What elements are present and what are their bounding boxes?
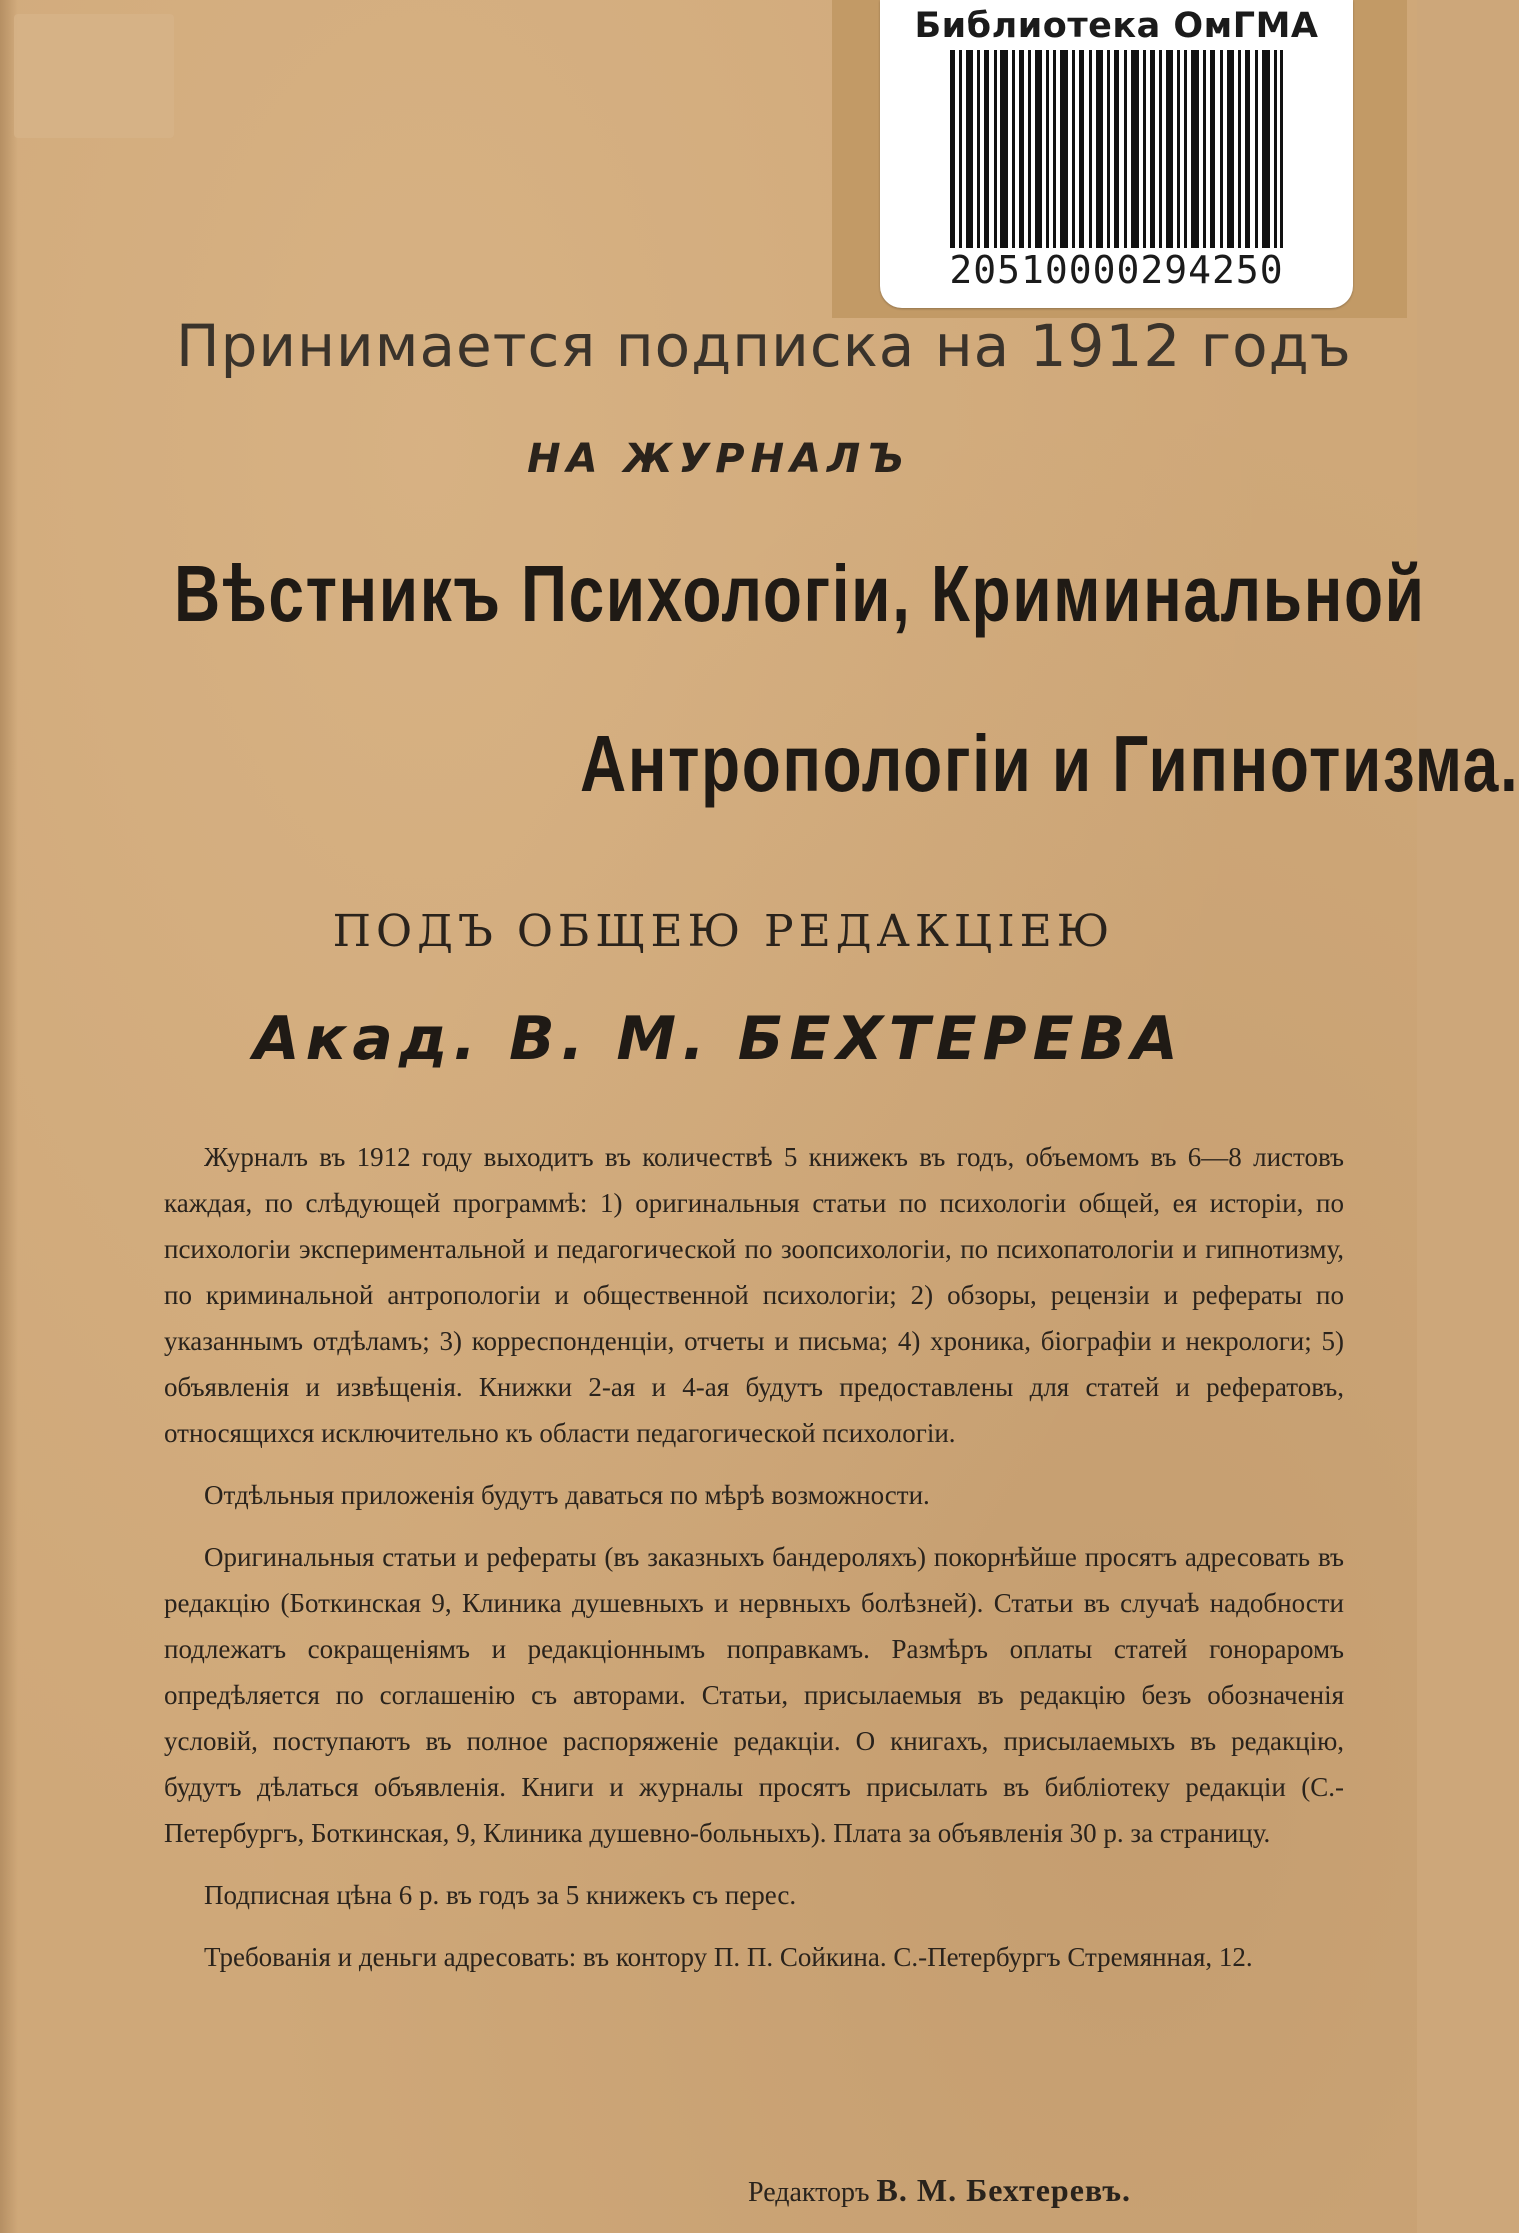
barcode-number: 20510000294250 [949,248,1284,292]
paragraph-price: Подписная цѣна 6 р. въ годъ за 5 книжекъ съ перес. [204,1880,797,1910]
editor-signature [748,2172,1308,2209]
journal-title-line-1: Вѣстникъ Психологіи, Криминальной [174,549,1426,638]
paragraph-supplements: Отдѣльныя приложенія будутъ даваться по мѣрѣ возможности. [204,1480,930,1510]
paragraph-program: Журналъ въ 1912 году выходитъ въ количествѣ 5 книжекъ въ годъ, объемомъ въ 6—8 листовъ каждая, по слѣдующей программѣ: 1) оригинальныя статьи по психологіи общей, ея исторіи, по психологіи экспериментальной и педагогической по зоопсихологіи, по психопатологіи и гипнотизму, по криминальной антропологіи и общественной психологіи; 2) обзоры, рецензіи и рефераты по указаннымъ отдѣламъ; 3) корреспонденціи, отчеты и письма; 4) хроника, біографіи и некрологи; 5) объявленія и извѣщенія. Книжки 2-ая и 4-ая будутъ предоставлены для статей и рефератовъ, относящихся исключительно къ области педагогической психологіи. [164,1142,1344,1448]
subscription-headline: Принимается подписка на 1912 годъ [176,312,1352,380]
paper-edge [0,0,18,2233]
announcement-body [164,1134,1344,1996]
journal-label: НА ЖУРНАЛЪ [527,436,910,482]
journal-title-line-2: Антропологіи и Гипнотизма. [580,719,1519,808]
paragraph-submissions: Оригинальныя статьи и рефераты (въ заказныхъ бандероляхъ) покорнѣйше просятъ адресовать въ редакцію (Боткинская 9, Клиника душевныхъ и нервныхъ болѣзней). Статьи въ случаѣ надобности подлежатъ сокращеніямъ и редакціоннымъ поправкамъ. Размѣръ оплаты статей гонораромъ опредѣляется по соглашенію съ авторами. Статьи, присылаемыя въ редакцію безъ обозначенія условій, поступаютъ въ полное распоряженіе редакціи. О книгахъ, присылаемыхъ въ редакцію, будутъ дѣлаться объявленія. Книги и журналы просятъ присылать въ библіотеку редакціи (С.-Петербургъ, Боткинская, 9, Клиника душевно-больныхъ). Плата за объявленія 30 р. за страницу. [164,1542,1344,1848]
paper-stain [14,14,174,138]
signature-name: В. М. Бехтеревъ. [876,2172,1132,2208]
barcode-icon [950,50,1283,248]
signature-label: Редакторъ [748,2177,870,2208]
library-barcode-sticker [880,0,1353,308]
editorship-line: ПОДЪ ОБЩЕЮ РЕДАКЦІЕЮ [332,906,1115,957]
editor-name: Акад. В. М. БЕХТЕРЕВА [253,1004,1184,1074]
library-name: Библиотека ОмГМА [914,6,1319,46]
paragraph-orders: Требованія и деньги адресовать: въ контору П. П. Сойкина. С.-Петербургъ Стремянная, 12. [204,1942,1253,1972]
